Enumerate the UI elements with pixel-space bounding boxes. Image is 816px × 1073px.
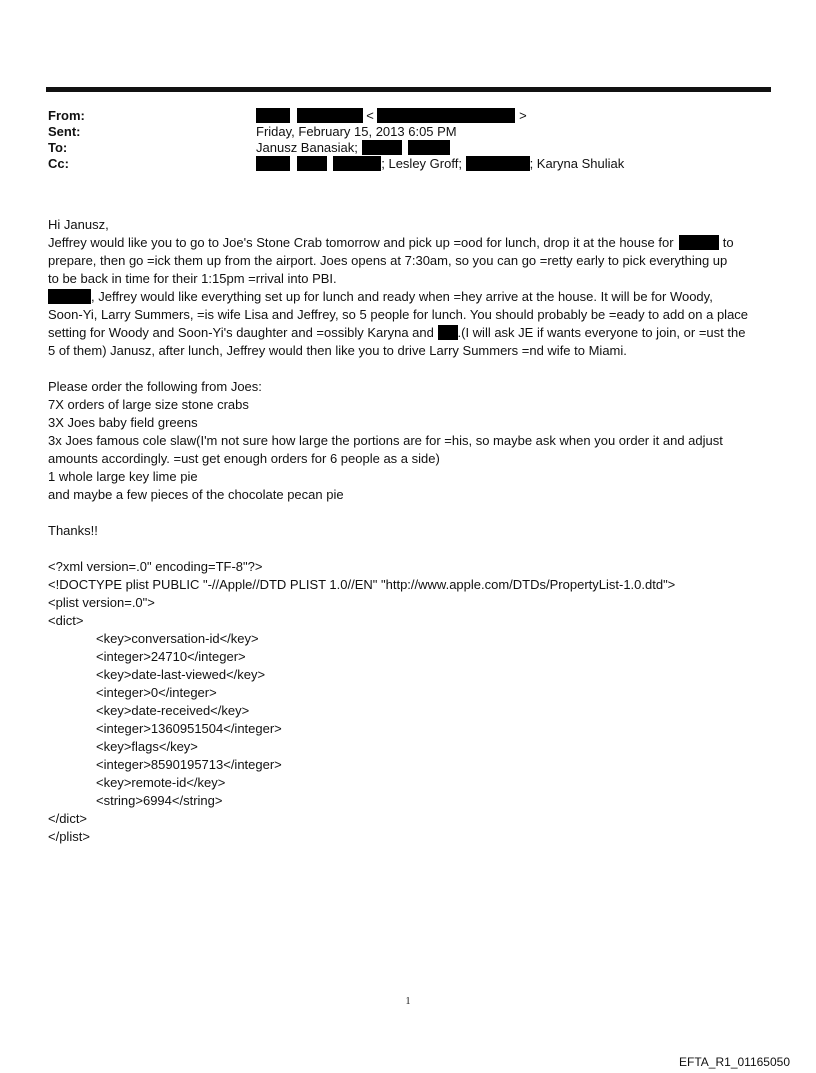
- plist-line: <key>date-last-viewed</key>: [96, 667, 266, 682]
- from-value: [256, 108, 527, 124]
- plist-line: <integer>8590195713</integer>: [96, 757, 282, 772]
- page-number: 1: [405, 996, 411, 1007]
- plist-line: <plist version=.0">: [48, 595, 155, 610]
- from-label: From:: [48, 108, 85, 123]
- order-item: 3X Joes baby field greens: [48, 415, 198, 430]
- order-intro: Please order the following from Joes:: [48, 379, 262, 394]
- redaction-box: [297, 156, 327, 171]
- redaction-box: [377, 108, 515, 123]
- from-lt: <: [366, 108, 374, 123]
- cc-value: [256, 156, 624, 172]
- body-line: 5 of them) Janusz, after lunch, Jeffrey would then like you to drive Larry Summers =nd wife to Miami.: [48, 343, 627, 358]
- sent-label: Sent:: [48, 124, 81, 139]
- order-item: 1 whole large key lime pie: [48, 469, 198, 484]
- order-item: 7X orders of large size stone crabs: [48, 397, 249, 412]
- redaction-box: [256, 156, 290, 171]
- plist-line: <key>conversation-id</key>: [96, 631, 259, 646]
- body-text-segment: to: [722, 235, 734, 250]
- plist-line: </dict>: [48, 811, 88, 826]
- plist-line: <integer>0</integer>: [96, 685, 217, 700]
- body-text-segment: .(I will ask JE if wants everyone to join, or =ust the: [457, 325, 746, 340]
- plist-line: <dict>: [48, 613, 84, 628]
- order-item: amounts accordingly. =ust get enough orders for 6 people as a side): [48, 451, 440, 466]
- body-line: [48, 234, 770, 252]
- plist-line: <string>6994</string>: [96, 793, 223, 808]
- plist-line: <integer>1360951504</integer>: [96, 721, 282, 736]
- cc-label: Cc:: [48, 156, 69, 171]
- to-name: Janusz Banasiak;: [256, 140, 358, 155]
- cc-groff: ; Lesley Groff;: [381, 156, 462, 171]
- redaction-box: [256, 108, 290, 123]
- redaction-box: [297, 108, 363, 123]
- plist-line: <key>date-received</key>: [96, 703, 250, 718]
- plist-line: <!DOCTYPE plist PUBLIC "-//Apple//DTD PLIST 1.0//EN" "http://www.apple.com/DTDs/PropertyList-1.0.dtd">: [48, 577, 676, 592]
- body-line: [48, 288, 770, 306]
- email-body: [48, 216, 770, 846]
- thanks: Thanks!!: [48, 523, 98, 538]
- body-line: Soon-Yi, Larry Summers, =is wife Lisa and Jeffrey, so 5 people for lunch. You should probably be =eady to add on a place: [48, 307, 749, 322]
- plist-line: <?xml version=.0" encoding=TF-8"?>: [48, 559, 263, 574]
- redaction-box: [408, 140, 450, 155]
- spacer: [48, 540, 770, 558]
- body-text-segment: , Jeffrey would like everything set up for lunch and ready when =hey arrive at the house. It will be for Woody,: [91, 289, 713, 304]
- redaction-box: [679, 235, 719, 250]
- body-line: [48, 324, 770, 342]
- order-item: and maybe a few pieces of the chocolate pecan pie: [48, 487, 344, 502]
- to-label: To:: [48, 140, 68, 155]
- sent-value: Friday, February 15, 2013 6:05 PM: [256, 124, 457, 139]
- redaction-box: [333, 156, 381, 171]
- redaction-box: [48, 289, 91, 304]
- body-line: prepare, then go =ick them up from the airport. Joes opens at 7:30am, so you can go =retty early to pick everything up: [48, 253, 728, 268]
- order-item: 3x Joes famous cole slaw(I'm not sure how large the portions are for =his, so maybe ask when you order it and adjust: [48, 433, 723, 448]
- header-divider: [46, 87, 771, 92]
- plist-line: <integer>24710</integer>: [96, 649, 246, 664]
- document-id: EFTA_R1_01165050: [679, 1055, 790, 1069]
- redaction-box: [466, 156, 530, 171]
- redaction-box: [438, 325, 458, 340]
- spacer: [48, 504, 770, 522]
- body-text-segment: setting for Woody and Soon-Yi's daughter and =ossibly Karyna and: [48, 325, 434, 340]
- plist-line: <key>flags</key>: [96, 739, 198, 754]
- body-text-segment: Jeffrey would like you to go to Joe's Stone Crab tomorrow and pick up =ood for lunch, drop it at the house for: [48, 235, 674, 250]
- cc-shuliak: ; Karyna Shuliak: [529, 156, 625, 171]
- plist-line: <key>remote-id</key>: [96, 775, 226, 790]
- to-value: [256, 140, 450, 156]
- body-line: to be back in time for their 1:15pm =rrival into PBI.: [48, 271, 337, 286]
- plist-line: </plist>: [48, 829, 90, 844]
- spacer: [48, 360, 770, 378]
- from-gt: >: [519, 108, 527, 123]
- greeting: Hi Janusz,: [48, 217, 109, 232]
- redaction-box: [362, 140, 402, 155]
